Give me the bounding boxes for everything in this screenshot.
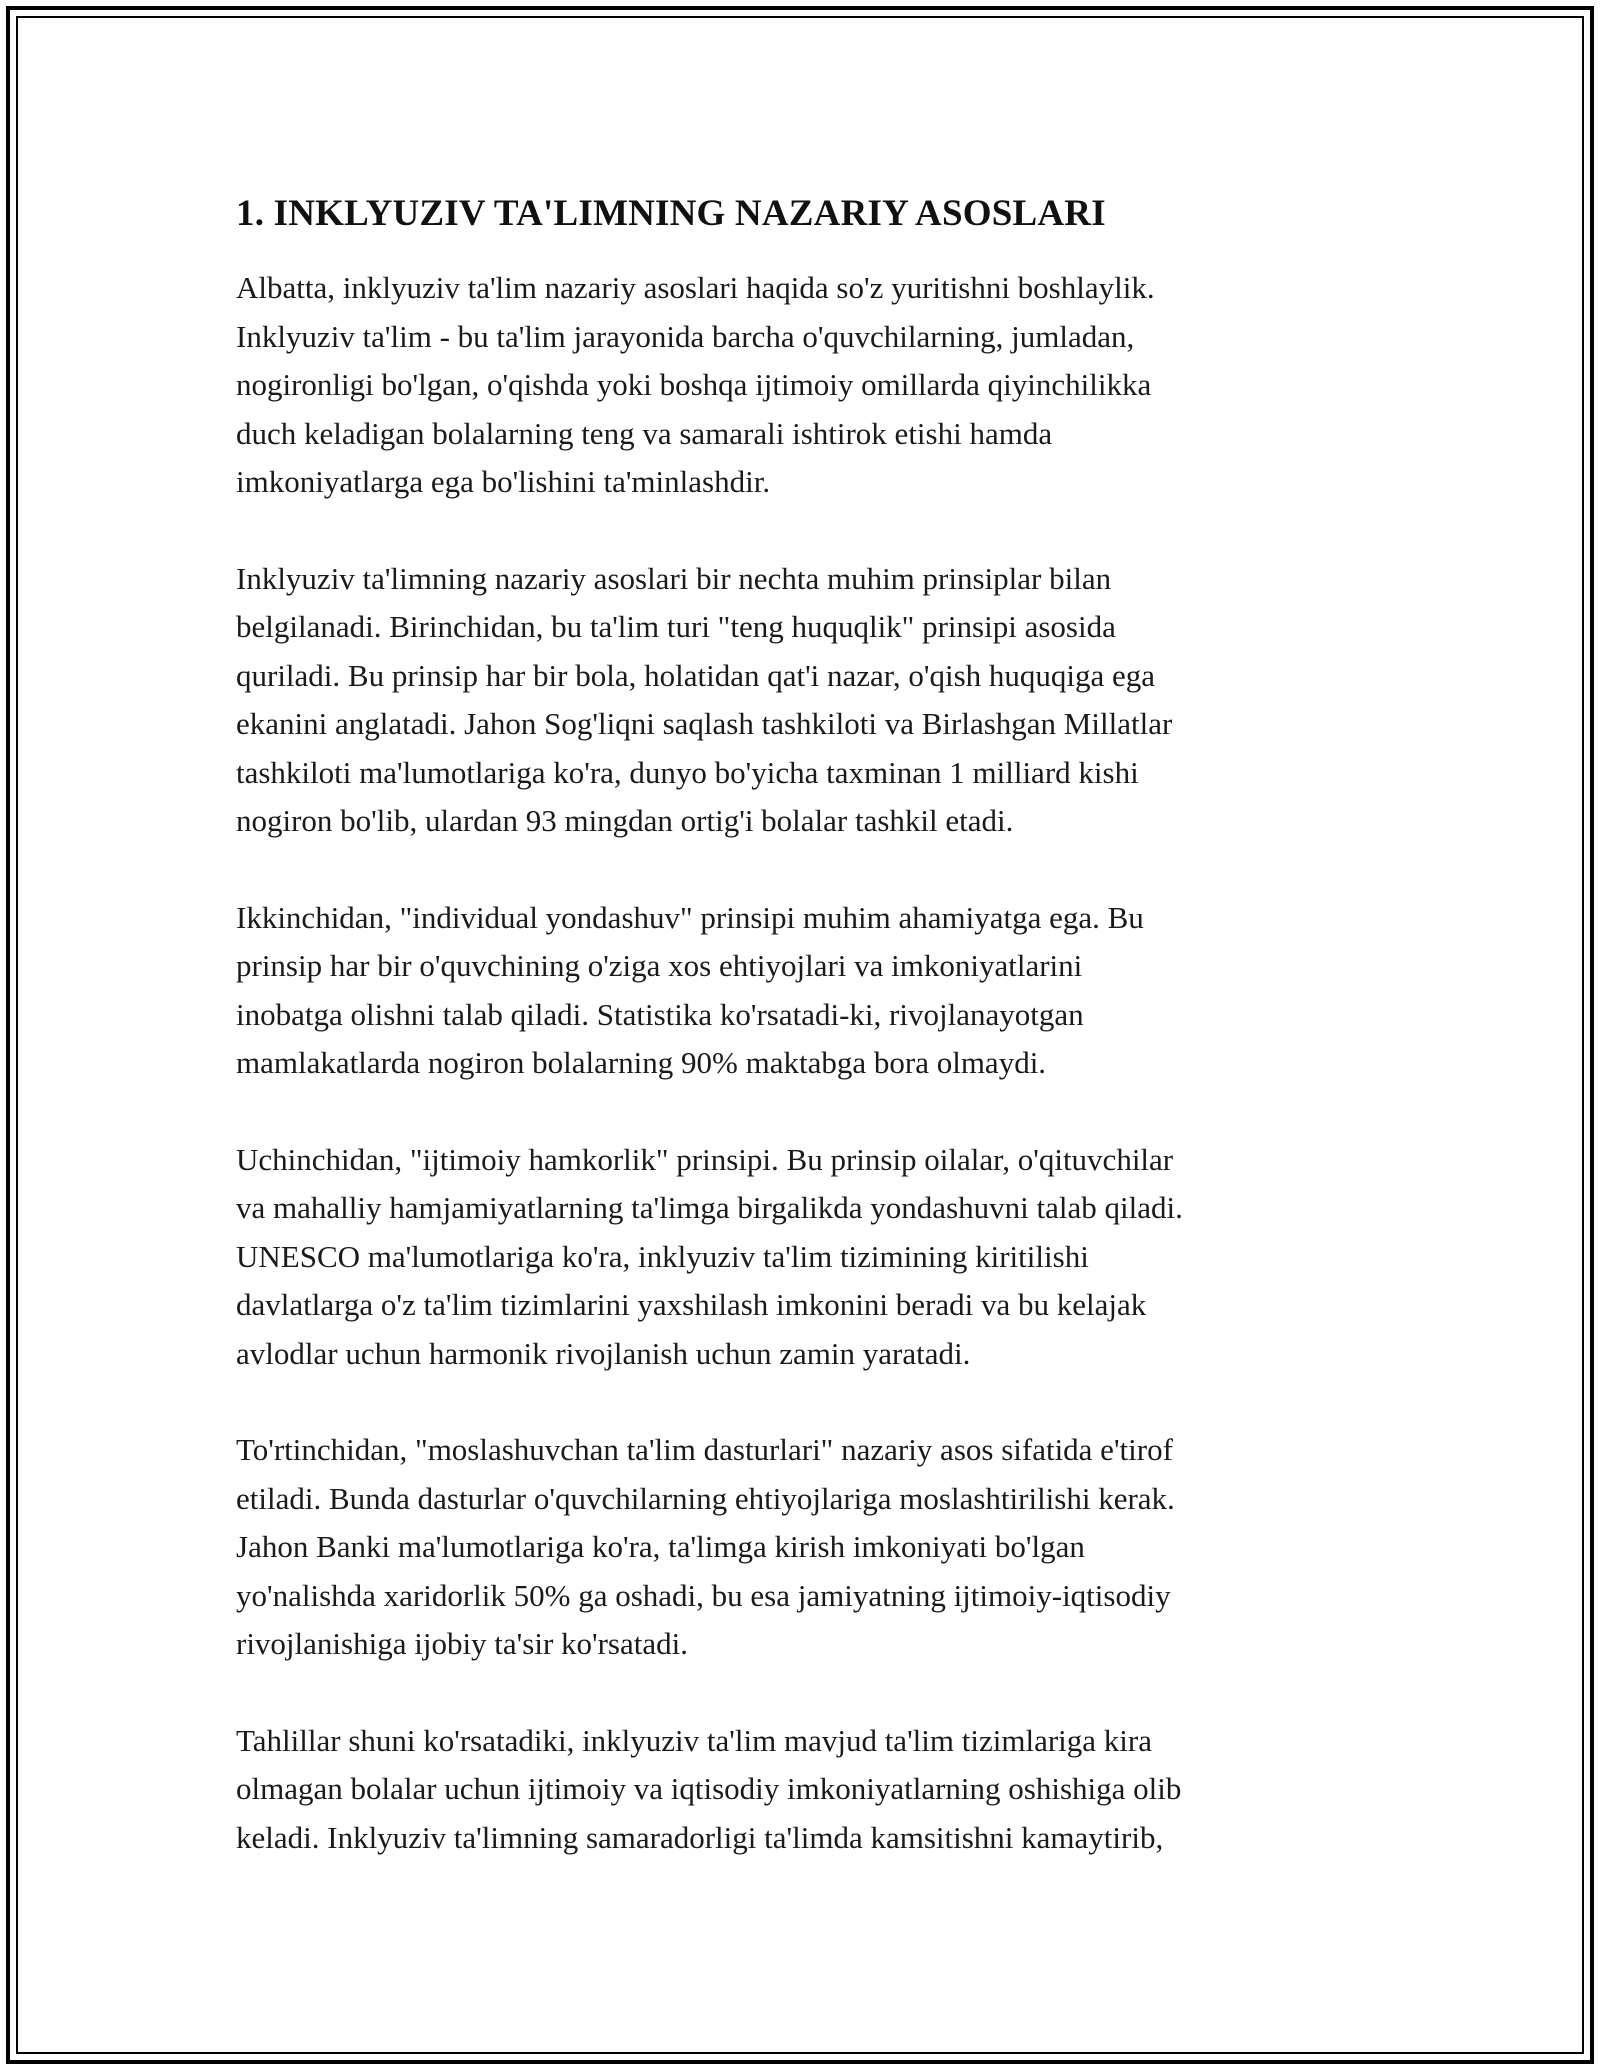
- paragraph-line: keladi. Inklyuziv ta'limning samaradorligi ta'limda kamsitishni kamaytirib,: [236, 1819, 1164, 1855]
- paragraph-line: etiladi. Bunda dasturlar o'quvchilarning ehtiyojlariga moslashtirilishi kerak.: [236, 1480, 1175, 1516]
- paragraph-line: yo'nalishda xaridorlik 50% ga oshadi, bu esa jamiyatning ijtimoiy-iqtisodiy: [236, 1577, 1171, 1613]
- paragraph-line: Inklyuziv ta'limning nazariy asoslari bir nechta muhim prinsiplar bilan: [236, 560, 1112, 596]
- paragraph-line: quriladi. Bu prinsip har bir bola, holatidan qat'i nazar, o'qish huquqiga ega: [236, 657, 1156, 693]
- paragraph: [236, 264, 1376, 507]
- document-body: [236, 186, 1376, 1862]
- paragraph-line: Uchinchidan, "ijtimoiy hamkorlik" prinsipi. Bu prinsip oilalar, o'qituvchilar: [236, 1141, 1174, 1177]
- paragraph: [236, 894, 1376, 1088]
- paragraph-line: rivojlanishiga ijobiy ta'sir ko'rsatadi.: [236, 1626, 688, 1661]
- paragraph-line: Albatta, inklyuziv ta'lim nazariy asoslari haqida so'z yuritishni boshlaylik.: [236, 270, 1155, 305]
- paragraph-line: UNESCO ma'lumotlariga ko'ra, inklyuziv ta'lim tizimining kiritilishi: [236, 1238, 1089, 1274]
- paragraph: [236, 1136, 1376, 1379]
- paragraph-line: imkoniyatlarga ega bo'lishini ta'minlashdir.: [236, 464, 771, 499]
- paragraph-line: mamlakatlarda nogiron bolalarning 90% maktabga bora olmaydi.: [236, 1045, 1047, 1080]
- paragraph-list: [236, 264, 1376, 1862]
- paragraph-line: nogiron bo'lib, ulardan 93 mingdan ortig'i bolalar tashkil etadi.: [236, 803, 1014, 838]
- paragraph-line: duch keladigan bolalarning teng va samarali ishtirok etishi hamda: [236, 415, 1053, 451]
- paragraph-line: avlodlar uchun harmonik rivojlanish uchun zamin yaratadi.: [236, 1335, 971, 1371]
- paragraph-line: belgilanadi. Birinchidan, bu ta'lim turi "teng huquqlik" prinsipi asosida: [236, 609, 1116, 644]
- paragraph: [236, 555, 1376, 846]
- paragraph-line: To'rtinchidan, "moslashuvchan ta'lim dasturlari" nazariy asos sifatida e'tirof: [236, 1432, 1173, 1467]
- paragraph-line: nogironligi bo'lgan, o'qishda yoki boshqa ijtimoiy omillarda qiyinchilikka: [236, 367, 1152, 402]
- paragraph-line: va mahalliy hamjamiyatlarning ta'limga birgalikda yondashuvni talab qiladi.: [236, 1190, 1183, 1225]
- paragraph-line: ekanini anglatadi. Jahon Sog'liqni saqlash tashkiloti va Birlashgan Millatlar: [236, 706, 1173, 741]
- paragraph-line: inobatga olishni talab qiladi. Statistika ko'rsatadi-ki, rivojlanayotgan: [236, 996, 1084, 1032]
- paragraph-line: Tahlillar shuni ko'rsatadiki, inklyuziv ta'lim mavjud ta'lim tizimlariga kira: [236, 1722, 1152, 1758]
- paragraph-line: olmagan bolalar uchun ijtimoiy va iqtisodiy imkoniyatlarning oshishiga olib: [236, 1771, 1182, 1806]
- paragraph: [236, 1426, 1376, 1669]
- paragraph-line: davlatlarga o'z ta'lim tizimlarini yaxshilash imkonini beradi va bu kelajak: [236, 1287, 1147, 1322]
- paragraph-line: Jahon Banki ma'lumotlariga ko'ra, ta'limga kirish imkoniyati bo'lgan: [236, 1529, 1085, 1564]
- paragraph: [236, 1717, 1376, 1863]
- paragraph-line: Inklyuziv ta'lim - bu ta'lim jarayonida barcha o'quvchilarning, jumladan,: [236, 318, 1135, 354]
- paragraph-line: tashkiloti ma'lumotlariga ko'ra, dunyo bo'yicha taxminan 1 milliard kishi: [236, 754, 1139, 790]
- paragraph-line: prinsip har bir o'quvchining o'ziga xos ehtiyojlari va imkoniyatlarini: [236, 948, 1083, 983]
- section-title: 1. INKLYUZIV TA'LIMNING NAZARIY ASOSLARI: [236, 193, 1106, 234]
- paragraph-line: Ikkinchidan, "individual yondashuv" prinsipi muhim ahamiyatga ega. Bu: [236, 899, 1144, 935]
